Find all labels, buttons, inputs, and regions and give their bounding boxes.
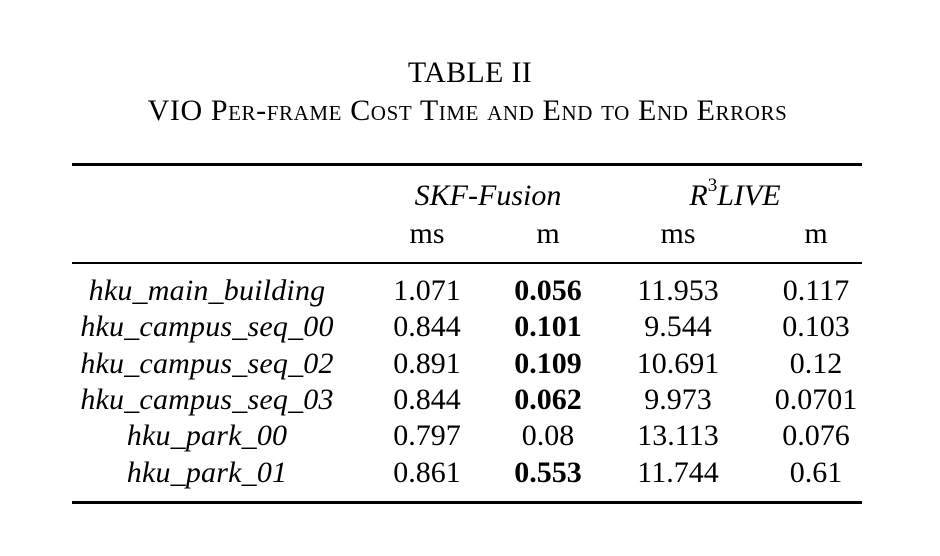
group-header-r3live-sup: 3	[707, 175, 718, 196]
r3-ms-cell: 9.973	[644, 383, 712, 416]
r3-m-cell: 0.61	[789, 456, 843, 489]
group-header-r3live-rest: LIVE	[717, 179, 781, 212]
skf-ms-cell: 1.071	[393, 274, 461, 307]
top-rule	[72, 163, 862, 166]
r3-ms-cell: 9.544	[644, 310, 712, 343]
skf-ms-cell: 0.891	[393, 347, 461, 380]
unit-header-skf-ms: ms	[409, 217, 445, 250]
table-title: VIO Per-frame Cost Time and End to End Errors	[147, 94, 788, 127]
skf-m-cell: 0.109	[514, 347, 582, 380]
r3-ms-cell: 13.113	[637, 419, 719, 452]
header-rule	[72, 262, 862, 264]
group-header-skf-fusion: SKF-Fusion	[414, 179, 562, 212]
unit-header-r3-m: m	[804, 217, 828, 250]
table-label: TABLE II	[407, 56, 533, 89]
r3-m-cell: 0.0701	[774, 383, 858, 416]
row-name: hku_campus_seq_03	[80, 383, 334, 416]
r3-m-cell: 0.12	[789, 347, 843, 380]
skf-m-cell: 0.101	[514, 310, 582, 343]
row-name: hku_park_01	[126, 456, 288, 489]
r3-m-cell: 0.103	[782, 310, 850, 343]
group-header-r3live-base: R	[689, 179, 708, 212]
skf-ms-cell: 0.844	[393, 310, 461, 343]
row-name: hku_park_00	[126, 419, 288, 452]
unit-header-r3-ms: ms	[660, 217, 696, 250]
skf-ms-cell: 0.861	[393, 456, 461, 489]
row-name: hku_campus_seq_00	[80, 310, 334, 343]
unit-header-skf-m: m	[536, 217, 560, 250]
r3-m-cell: 0.117	[782, 274, 850, 307]
skf-m-cell: 0.056	[514, 274, 582, 307]
row-name: hku_main_building	[88, 274, 326, 307]
skf-m-cell: 0.553	[514, 456, 582, 489]
r3-ms-cell: 10.691	[636, 347, 720, 380]
skf-m-cell: 0.08	[521, 419, 575, 452]
skf-m-cell: 0.062	[514, 383, 582, 416]
r3-ms-cell: 11.744	[637, 456, 719, 489]
skf-ms-cell: 0.797	[393, 419, 461, 452]
r3-ms-cell: 11.953	[637, 274, 719, 307]
r3-m-cell: 0.076	[782, 419, 850, 452]
skf-ms-cell: 0.844	[393, 383, 461, 416]
group-header-r3live	[689, 175, 781, 214]
row-name: hku_campus_seq_02	[80, 347, 334, 380]
bottom-rule	[72, 501, 862, 504]
